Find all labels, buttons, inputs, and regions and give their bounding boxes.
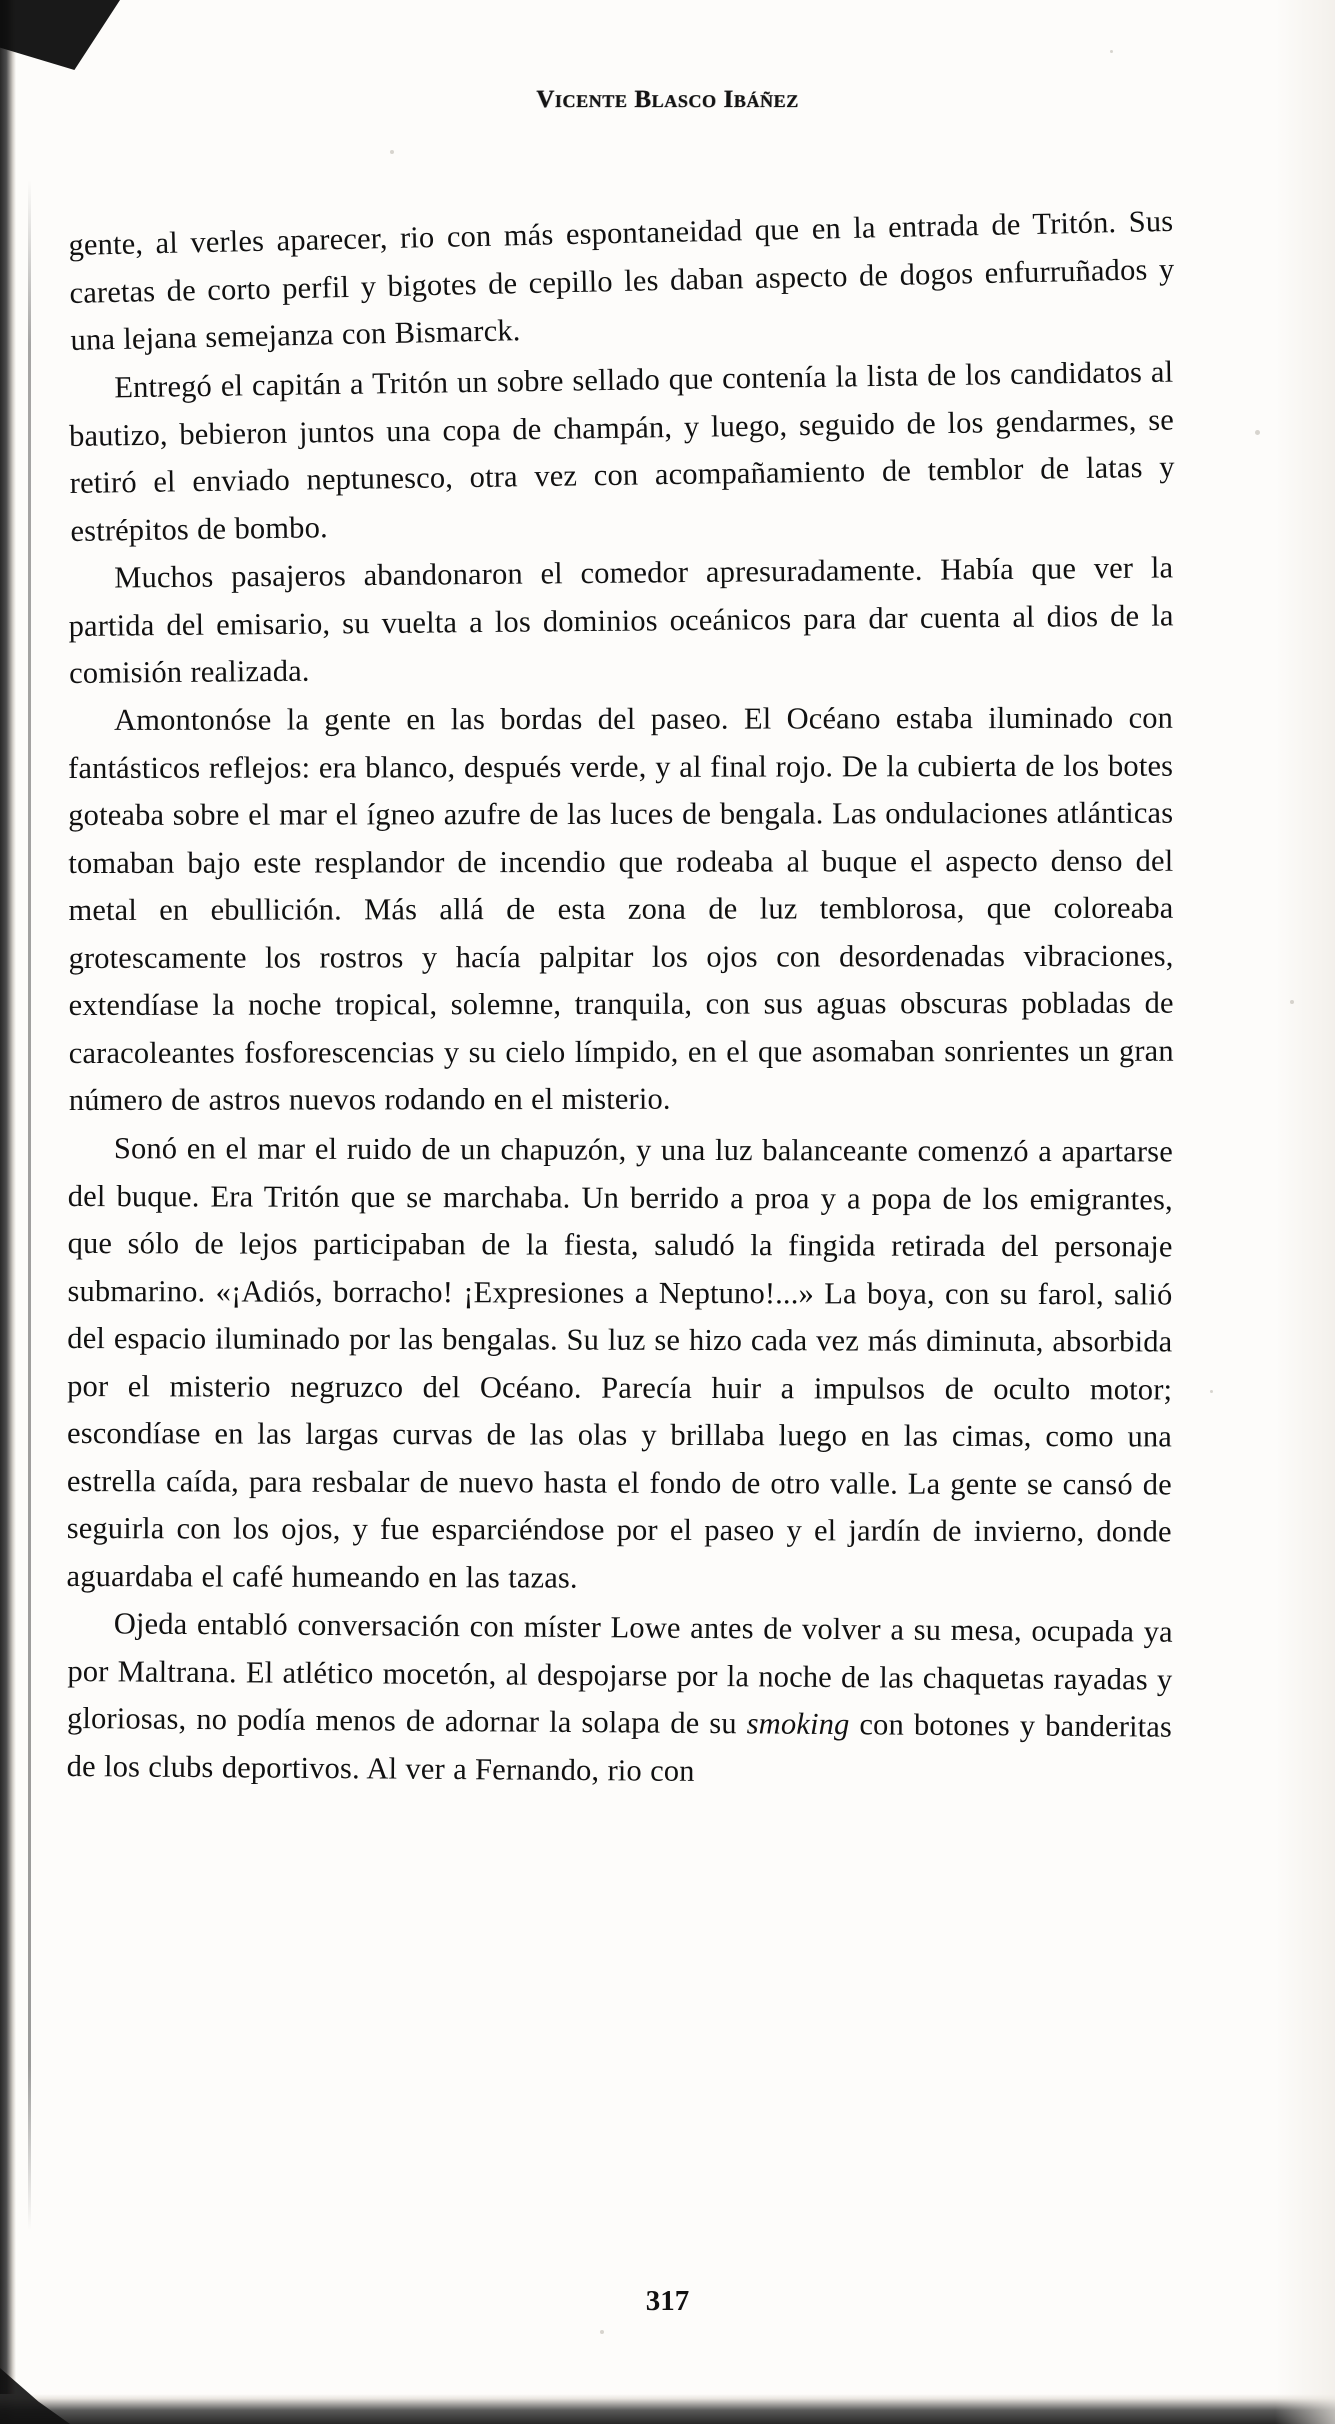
scan-speck: [600, 2330, 604, 2334]
body-text: [66, 203, 1175, 1790]
page-left-binding-edge: [0, 0, 16, 2424]
paragraph: Amontonóse la gente en las bordas del paseo. El Océano estaba iluminado con fantásticos reflejos: era blanco, después verde, y al final rojo. De la cubierta de los botes goteaba sobre el mar el ígneo azufre de las luces de bengala. Las ondulaciones atlánticas tomaban bajo este resplandor de incendio que rodeaba al buque el aspecto denso del metal en ebullición. Más allá de esta zona de luz temblorosa, que coloreaba grotescamente los rostros y hacía palpitar los ojos con desordenadas vibraciones, extendíase la noche tropical, solemne, tranquila, con sus aguas obscuras pobladas de caracoleantes fosforescencias y su cielo límpido, en el que asomaban sonrientes un gran número de astros nuevos rodando en el misterio.: [68, 700, 1174, 1117]
paragraph-text-before-italic: Ojeda entabló conversación con míster Lowe antes de volver a su mesa, ocupada ya por Maltrana. El atlético mocetón, al despojarse por la noche de las chaquetas rayadas y gloriosas, no podía menos de adornar la solapa de su: [66, 1605, 1173, 1740]
italic-word: smoking: [746, 1705, 850, 1741]
binding-gutter-line: [28, 180, 31, 2230]
scan-speck: [1255, 430, 1260, 435]
scan-speck: [390, 150, 394, 154]
page-number: 317: [645, 2285, 690, 2317]
paragraph: gente, al verles aparecer, rio con más espontaneidad que en la entrada de Tritón. Sus caretas de corto perfil y bigotes de cepillo les daban aspecto de dogos enfurruñados y una lejana semejanza con Bismarck.: [68, 203, 1175, 357]
paragraph-with-italic: [67, 1600, 1173, 1799]
paragraph-text-after-italic: con botones y banderitas de los clubs deportivos. Al ver a Fernando, rio con: [66, 1706, 1173, 1787]
scan-speck: [1290, 1000, 1294, 1004]
page-bottom-edge-shadow: [0, 2394, 1335, 2424]
paragraph: Sonó en el mar el ruido de un chapuzón, y una luz balanceante comenzó a apartarse del buque. Era Tritón que se marchaba. Un berrido a proa y a popa de los emigrantes, que sólo de lejos participaban de la fiesta, saludó la fingida retirada del personaje submarino. «¡Adiós, borracho! ¡Expresiones a Neptuno!...» La boya, con su farol, salió del espacio iluminado por las bengalas. Su luz se hizo cada vez más diminuta, absorbida por el misterio negruzco del Océano. Parecía huir a impulsos de oculto motor; escondíase en las largas curvas de las olas y brillaba luego en las cimas, como una estrella caída, para resbalar de nuevo hasta el fondo de otro valle. La gente se cansó de seguirla con los ojos, y fue esparciéndose por el paseo y el jardín de invierno, donde aguardaba el café humeando en las tazas.: [66, 1130, 1173, 1594]
scan-speck: [1110, 50, 1113, 53]
paragraph: Muchos pasajeros abandonaron el comedor apresuradamente. Había que ver la partida del emisario, su vuelta a los dominios oceánicos para dar cuenta al dios de la comisión realizada.: [68, 549, 1174, 690]
page-right-edge-fade: [1275, 0, 1335, 2424]
page-corner-shadow-top-left: [0, 0, 120, 70]
paragraph: Entregó el capitán a Tritón un sobre sellado que contenía la lista de los candidatos al bautizo, bebieron juntos una copa de champán, y luego, seguido de los gendarmes, se retiró el enviado neptunesco, otra vez con acompañamiento de temblor de latas y estrépitos de bombo.: [68, 354, 1175, 547]
scan-speck: [1210, 1390, 1213, 1393]
running-head: Vicente Blasco Ibáñez: [536, 86, 799, 113]
